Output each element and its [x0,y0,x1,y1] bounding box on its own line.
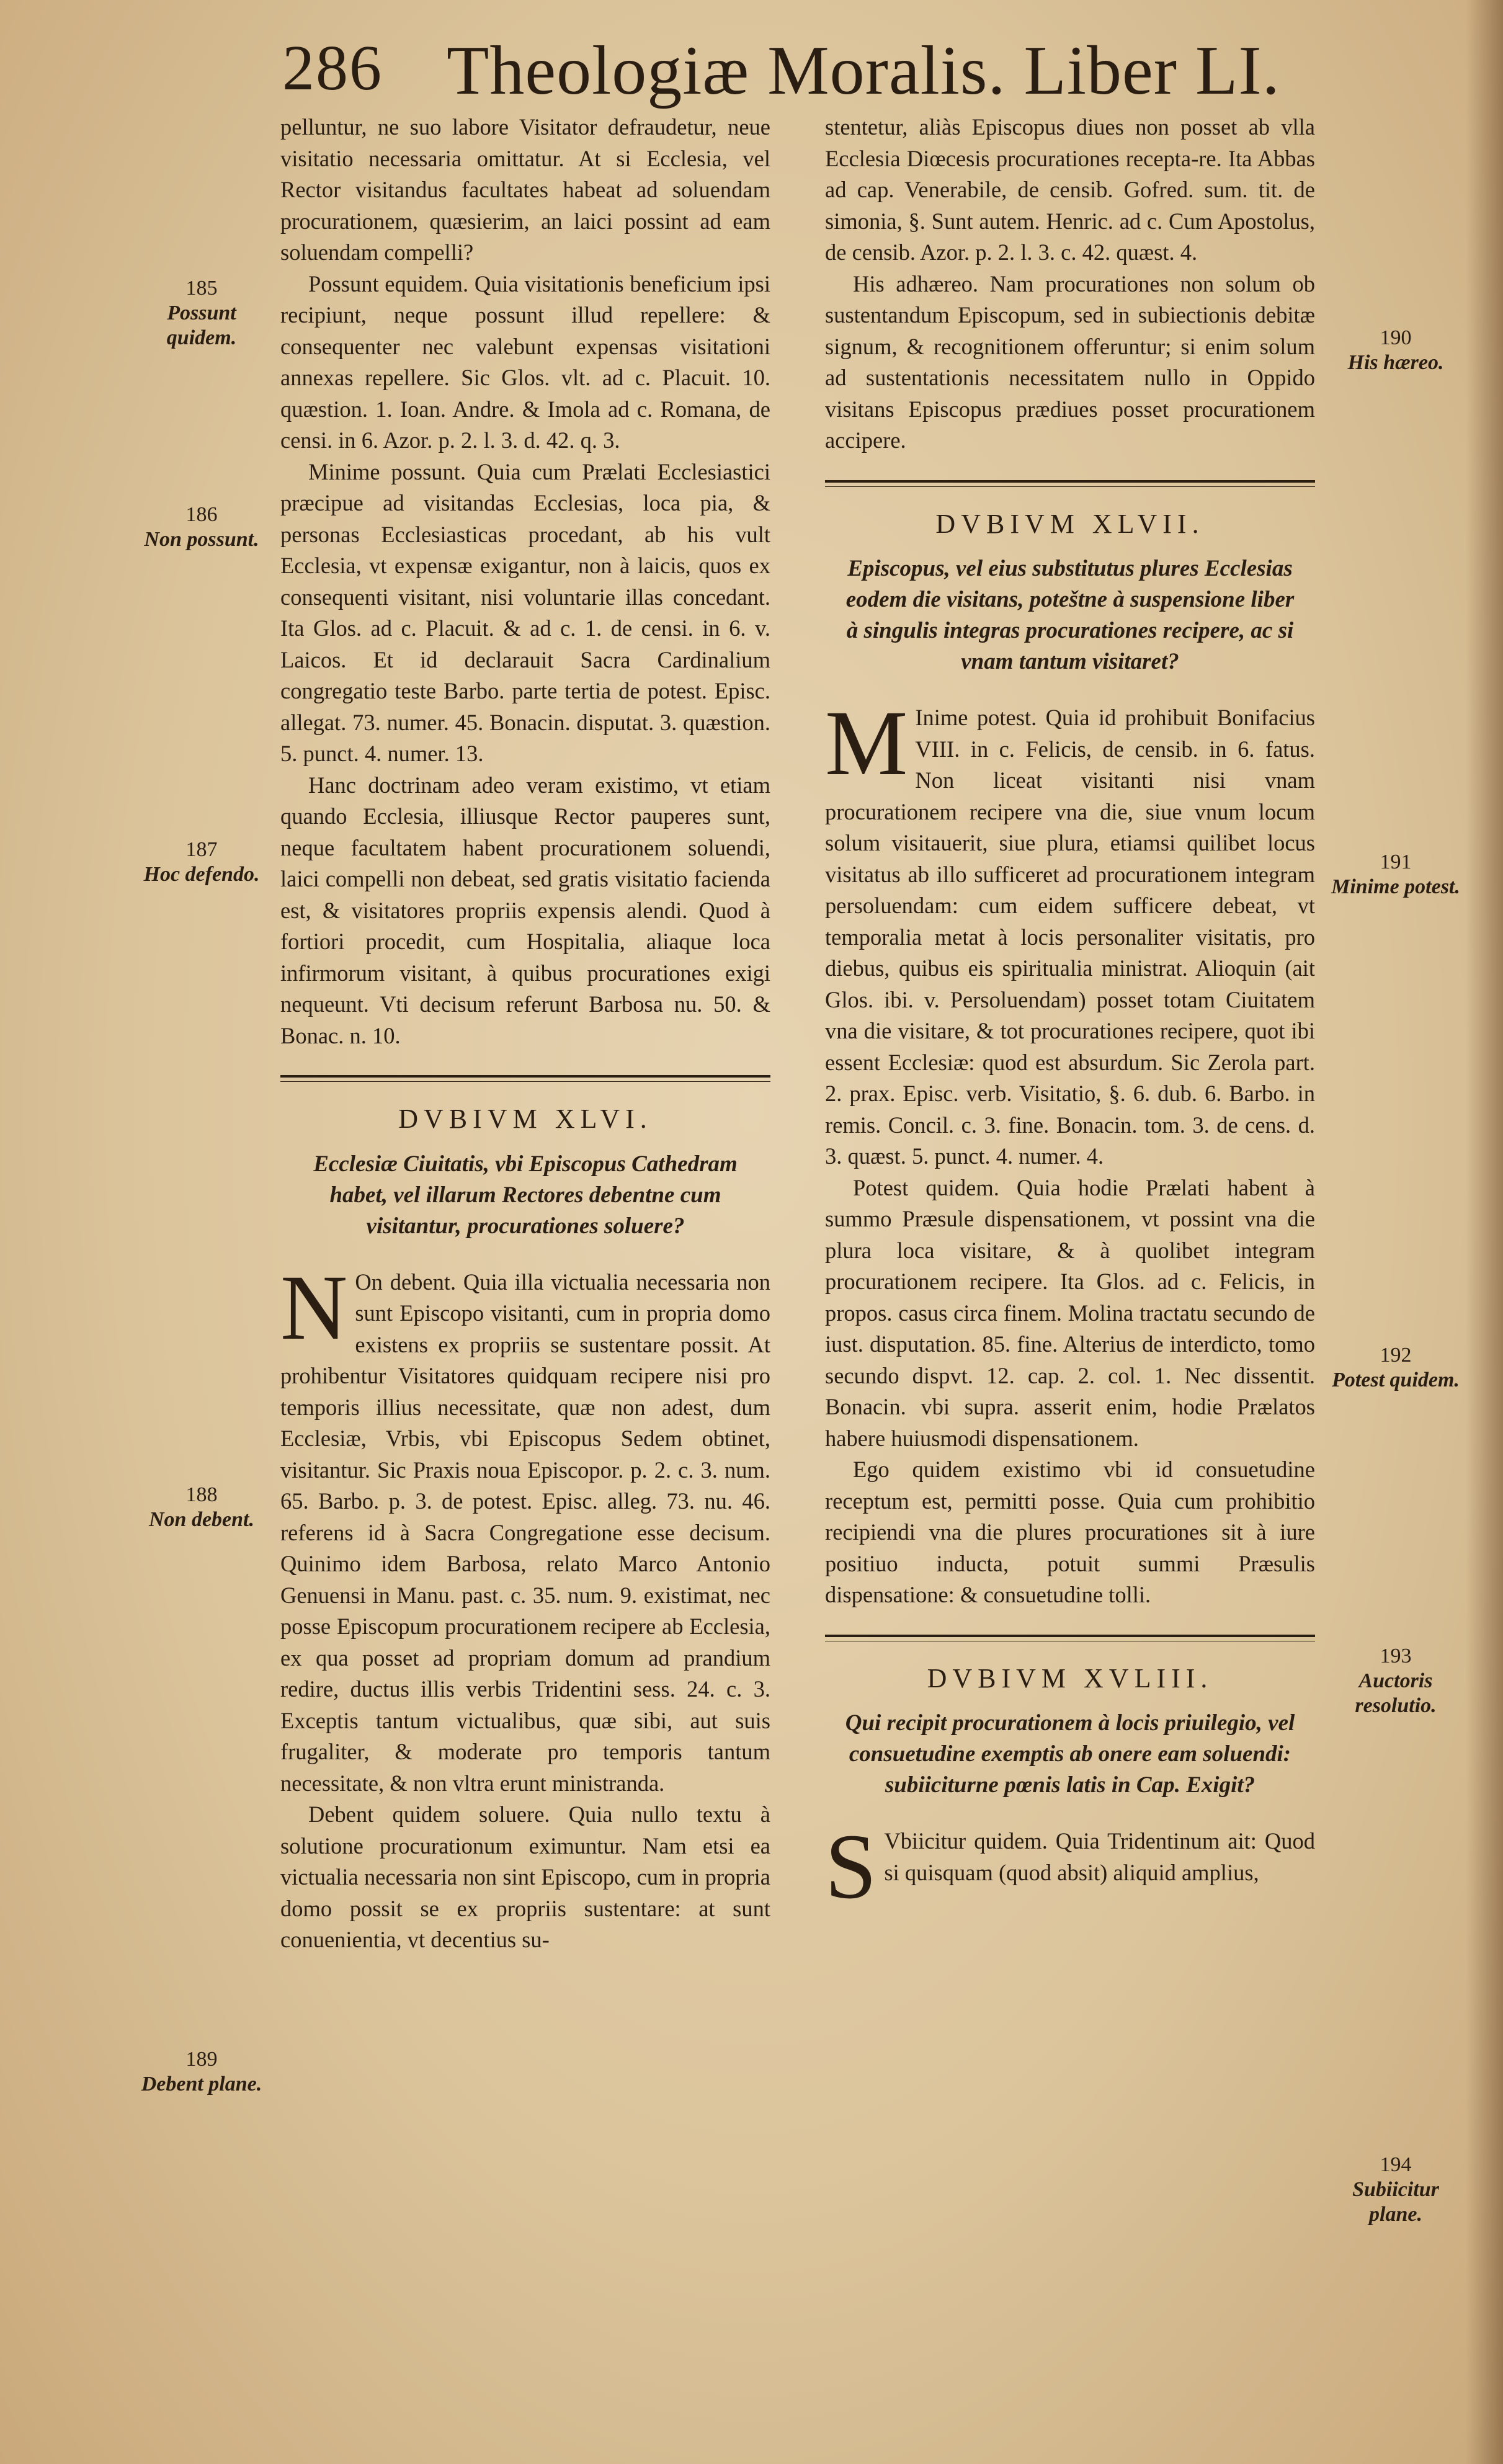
margin-note-193 [1331,1644,1461,1718]
margin-note-192 [1331,1343,1461,1393]
paragraph-187: Hanc doctrinam adeo veram existimo, vt etiam quando Ecclesia, illiusque Rector pauperes sunt, neque facultatem habent procurationem soluendi, laici compelli non debeat, sed gratis visitatio facienda est, & visitatores propriis expensis alendi. Quod à fortiori procedit, cum Hospitalia, aliaque loca infirmorum visitant, à quibus procurationes exigi nequeunt. Vti decisum referunt Barbosa nu. 50. & Bonac. n. 10. [280,772,770,1048]
margin-note-number: 186 [185,503,218,526]
margin-note-text: Non possunt. [144,528,259,551]
paragraph-190: His adhæreo. Nam procurationes non solum ob sustentandum Episcopum, sed in subiectionis debitæ signum, & recognitionem offeruntur; si enim solum ad sustentationis necessitatem nullo in Oppido visitans Episcopus prædiues posset procurationem accipere. [825,270,1315,453]
margin-note-194 [1331,2153,1461,2227]
margin-note-number: 189 [185,2048,218,2071]
paragraph-189: Debent quidem soluere. Quia nullo textu à solutione procurationum eximuntur. Nam etsi ea victualia necessaria non sint Episcopo, cum in propria domo possit se ex propriis sustentare: at sunt conuenientia, vt decentius su- [280,1801,770,1952]
margin-note-191 [1331,850,1461,899]
margin-note-number: 191 [1380,850,1412,873]
margin-note-text: Hoc defendo. [143,863,260,886]
paragraph-188 [280,1256,770,1800]
paragraph-193: Ego quidem existimo vbi id consuetudine receptum est, permitti posse. Quia cum prohibitio recipiendi vna die plures procurationes sit à iure positiuo inducta, potuit summi Præsulis dispensatione: & consuetudine tolli. [825,1457,1315,1607]
dubium-question-48: Qui recipit procurationem à locis priuilegio, vel consuetudine exemptis ab onere eam soluendi: subiiciturne pœnis latis in Cap. Exigit? [845,1710,1295,1798]
right-column [825,112,1315,2376]
margin-note-number: 185 [185,277,218,300]
margin-note-number: 193 [1380,1645,1412,1667]
margin-note-number: 190 [1380,326,1412,349]
paragraph-188-text: On debent. Quia illa victualia necessaria non sunt Episcopo visitanti, cum in propria domo existens ex propriis se sustentare possit. At prohibentur Visitatores quidquam recipere nisi pro temporis illius necessitate, quæ non adest, dum Ecclesiæ, Vrbis, vbi Episcopus Sedem obtinet, visitantur. Sic Praxis noua Episcopor. p. 2. c. 3. num. 65. Barbo. p. 3. de potest. Episc. alleg. 73. nu. 46. referens id à Sacra Congregatione esse decisum. Quinimo idem Barbosa, relato Marco Antonio Genuensi in Manu. past. c. 35. num. 9. existimat, nec posse Episcopum procurationem recipere ab Ecclesia, ex qua posset ad propriam domum ad prandium redire, ductus illis verbis Tridentini sess. 24. c. 3. Exceptis tantum victualibus, quæ sibi, aut suis frugaliter, & moderate pro temporis tantum necessitate, & non vltra erunt ministranda. [280,1269,770,1796]
dubium-question-46: Ecclesiæ Ciuitatis, vbi Episcopus Cathedram habet, vel illarum Rectores debentne cum visitantur, procurationes soluere? [313,1151,738,1239]
paragraph-194-text: Vbiicitur quidem. Quia Tridentinum ait: Quod si quisquam (quod absit) aliquid amplius, [884,1828,1315,1885]
margin-note-number: 194 [1380,2153,1412,2176]
margin-note-text: Possunt quidem. [166,301,237,349]
left-column [280,112,770,2376]
page-number: 286 [282,32,383,104]
page-header [282,19,1306,112]
dubium-question-47: Episcopus, vel eius substitutus plures Ecclesias eodem die visitans, poteštne à suspensione liber à singulis integras procurationes recipere, ac si vnam tantum visitaret? [845,556,1295,674]
margin-note-190 [1331,326,1461,375]
paragraph-192: Potest quidem. Quia hodie Prælati habent à summo Præsule dispensationem, vt possint vna die plura loca visitare, & à quolibet integram procurationem recipere. Ita Glos. ad c. Felicis, in propos. casus circa finem. Molina tractatu secundo de iust. disputation. 85. fine. Alterius de interdicto, tomo secundo dispvt. 12. cap. 2. col. 1. Nec dissentit. Bonacin. vbi supra. asserit enim, hodie Prælatos habere huiusmodi dispensationem. [825,1174,1315,1451]
section-divider [280,1075,770,1078]
section-divider [825,1635,1315,1637]
paragraph-186: Minime possunt. Quia cum Prælati Ecclesiastici præcipue ad visitandas Ecclesias, loca pia, & personas Ecclesiasticas procedant, ab his vult Ecclesia, vt expensæ exigantur, non à laicis, quos ex consequenti visitant, nisi voluntarie illas concedant. Ita Glos. ad c. Placuit. & ad c. 1. de censi. in 6. v. Laicos. Et id declarauit Sacra Cardinalium congregatio teste Barbo. parte tertia de potest. Episc. allegat. 73. numer. 45. Bonacin. disputat. 3. quæstion. 5. punct. 4. numer. 13. [280,458,770,766]
drop-cap: N [280,1256,348,1359]
margin-note-text: His hæreo. [1347,351,1444,374]
paragraph-continuation: stentetur, aliàs Episcopus diues non posset ab vlla Ecclesia Diœcesis procurationes recepta-re. Ita Abbas ad cap. Venerabile, de censib. Gofred. sum. tit. de simonia, §. Sunt autem. Henric. ad c. Cum Apostolus, de censib. Azor. p. 2. l. 3. c. 42. quæst. 4. [825,114,1315,265]
section-divider [825,480,1315,483]
margin-note-186 [136,502,267,552]
drop-cap: S [825,1815,877,1918]
dubium-title-48: DVBIVM XVLIII. [927,1663,1213,1694]
margin-note-187 [136,837,267,887]
paragraph-194 [825,1815,1315,1918]
margin-note-number: 188 [185,1483,218,1506]
margin-note-text: Debent plane. [141,2073,262,2096]
margin-note-text: Subiicitur plane. [1352,2178,1439,2226]
paragraph-opening: pelluntur, ne suo labore Visitator defraudetur, neue visitatio necessaria omittatur. At si Ecclesia, vel Rector visitandus facultates habeat ad soluendam procurationem, quæsierim, an laici possint ad eam soluendam compelli? [280,114,770,265]
margin-note-text: Auctoris resolutio. [1355,1669,1437,1717]
drop-cap: M [825,692,908,795]
dubium-title-47: DVBIVM XLVII. [935,508,1205,539]
paragraph-191 [825,692,1315,1172]
margin-note-text: Minime potest. [1331,875,1460,898]
margin-note-185 [136,276,267,350]
dubium-title-46: DVBIVM XLVI. [398,1104,653,1134]
margin-note-text: Non debent. [149,1508,254,1531]
margin-note-188 [136,1483,267,1532]
page-gutter-shadow [1466,0,1503,2464]
margin-note-text: Potest quidem. [1332,1368,1460,1391]
paragraph-191-text: Inime potest. Quia id prohibuit Bonifacius VIII. in c. Felicis, de censib. in 6. fatus. Non liceat visitanti nisi vnam procurationem recipere vna die, siue vnum locum solum visitauerit, siue plura, etiamsi quilibet locus visitatus ab illo sufficeret ad procurationem integram persoluendam: cum eidem sufficere debeat, vt temporalia metat à locis personaliter visitatis, pro diebus, quibus eis spiritualia ministrat. Alioquin (ait Glos. ibi. v. Persoluendam) posset totam Ciuitatem vna die visitare, & tot procurationes recipere, quot ibi essent Ecclesiæ: quod est absurdum. Sic Zerola part. 2. prax. Episc. verb. Visitatio, §. 6. dub. 6. Barbo. in remis. Concil. c. 3. fine. Bonacin. tom. 3. de cens. d. 3. quæst. 5. punct. 4. numer. 4. [825,705,1315,1169]
margin-note-189 [136,2047,267,2097]
margin-note-number: 187 [185,838,218,861]
paragraph-185: Possunt equidem. Quia visitationis beneficium ipsi recipiunt, neque possunt illud repellere: & consequenter nec valebunt expensas visitationi annexas repellere. Sic Glos. vlt. ad c. Placuit. 10. quæstion. 1. Ioan. Andre. & Imola ad c. Romana, de censi. in 6. Azor. p. 2. l. 3. d. 42. q. 3. [280,270,770,453]
running-title: Theologiæ Moralis. Liber LI. [447,32,1280,109]
margin-note-number: 192 [1380,1344,1412,1367]
